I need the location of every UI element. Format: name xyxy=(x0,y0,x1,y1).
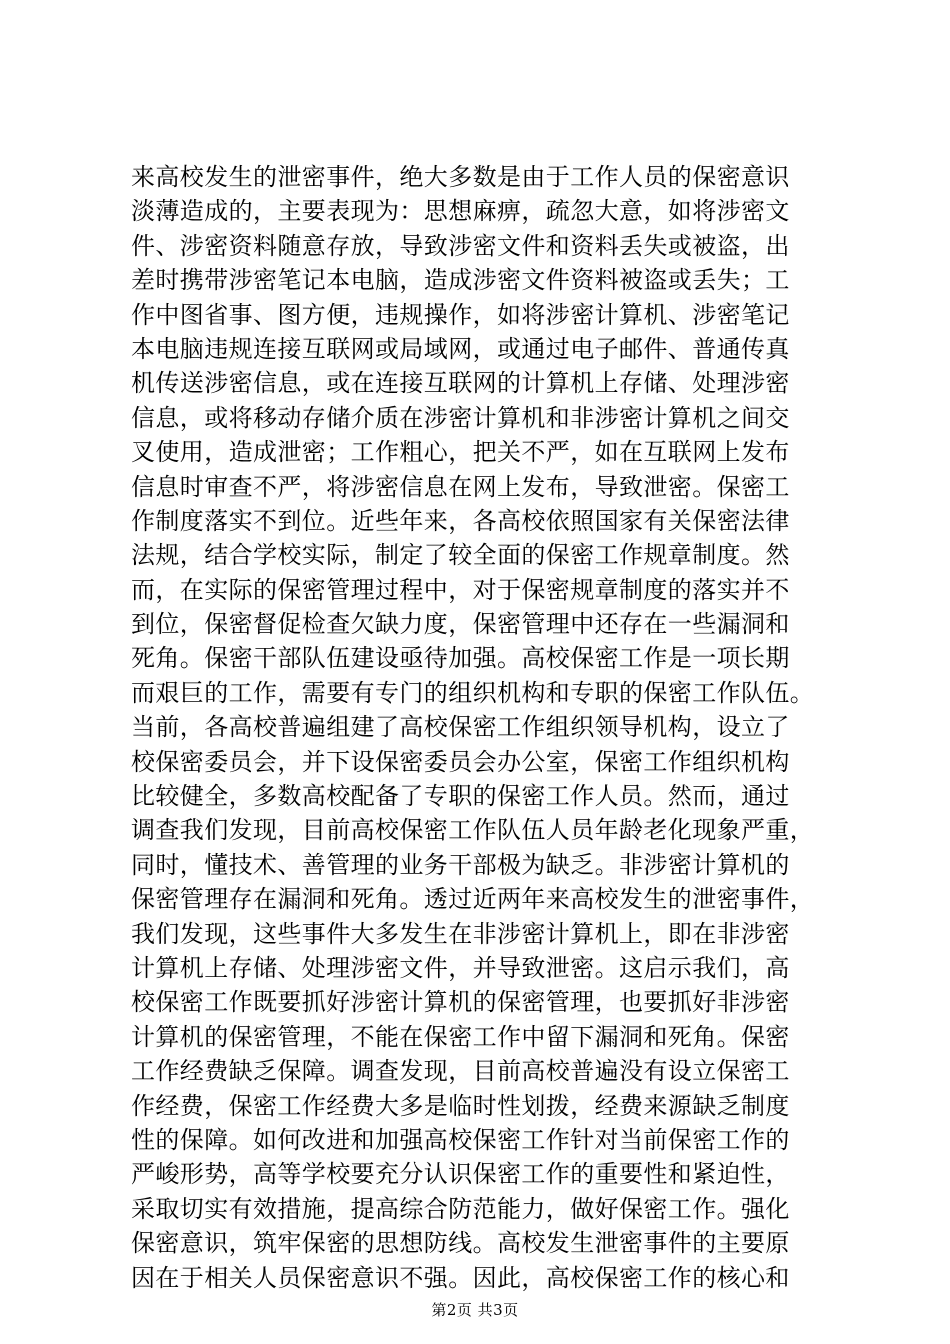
text-line: 严峻形势，高等学校要充分认识保密工作的重要性和紧迫性， xyxy=(131,1160,790,1189)
text-line: 因在于相关人员保密意识不强。因此，高校保密工作的核心和 xyxy=(131,1263,790,1292)
text-line: 来高校发生的泄密事件，绝大多数是由于工作人员的保密意识 xyxy=(131,163,790,191)
text-line: 保密管理存在漏洞和死角。透过近两年来高校发生的泄密事件， xyxy=(131,885,815,914)
text-line: 作经费，保密工作经费大多是临时性划拨，经费来源缺乏制度 xyxy=(131,1091,790,1120)
text-line: 作中图省事、图方便，违规操作，如将涉密计算机、涉密笔记 xyxy=(131,300,790,329)
text-line: 作制度落实不到位。近些年来，各高校依照国家有关保密法律 xyxy=(131,506,790,535)
text-line: 信息时审查不严，将涉密信息在网上发布，导致泄密。保密工 xyxy=(131,472,790,501)
text-line: 叉使用，造成泄密；工作粗心，把关不严，如在互联网上发布 xyxy=(131,438,790,467)
text-line: 保密意识，筑牢保密的思想防线。高校发生泄密事件的主要原 xyxy=(131,1229,790,1258)
text-line: 淡薄造成的，主要表现为：思想麻痹，疏忽大意，如将涉密文 xyxy=(131,197,790,226)
text-line: 调查我们发现，目前高校保密工作队伍人员年龄老化现象严重， xyxy=(131,816,815,845)
text-line: 到位，保密督促检查欠缺力度，保密管理中还存在一些漏洞和 xyxy=(131,610,790,639)
text-line: 采取切实有效措施，提高综合防范能力，做好保密工作。强化 xyxy=(131,1194,790,1223)
text-line: 本电脑违规连接互联网或局域网，或通过电子邮件、普通传真 xyxy=(131,334,790,363)
text-line: 性的保障。如何改进和加强高校保密工作针对当前保密工作的 xyxy=(131,1125,790,1154)
text-line: 计算机上存储、处理涉密文件，并导致泄密。这启示我们，高 xyxy=(131,953,790,982)
text-line: 当前，各高校普遍组建了高校保密工作组织领导机构，设立了 xyxy=(131,713,790,742)
text-line: 件、涉密资料随意存放，导致涉密文件和资料丢失或被盗，出 xyxy=(131,231,790,260)
text-line: 校保密工作既要抓好涉密计算机的保密管理，也要抓好非涉密 xyxy=(131,988,790,1017)
text-line: 计算机的保密管理，不能在保密工作中留下漏洞和死角。保密 xyxy=(131,1022,790,1051)
text-line: 信息，或将移动存储介质在涉密计算机和非涉密计算机之间交 xyxy=(131,403,790,432)
text-line: 工作经费缺乏保障。调查发现，目前高校普遍没有设立保密工 xyxy=(131,1057,790,1086)
text-line: 机传送涉密信息，或在连接互联网的计算机上存储、处理涉密 xyxy=(131,369,790,398)
text-line: 校保密委员会，并下设保密委员会办公室，保密工作组织机构 xyxy=(131,747,790,776)
text-line: 差时携带涉密笔记本电脑，造成涉密文件资料被盗或丢失；工 xyxy=(131,266,790,295)
text-line: 比较健全，多数高校配备了专职的保密工作人员。然而，通过 xyxy=(131,782,790,811)
text-line: 同时，懂技术、善管理的业务干部极为缺乏。非涉密计算机的 xyxy=(131,850,790,879)
text-line: 法规，结合学校实际，制定了较全面的保密工作规章制度。然 xyxy=(131,541,790,570)
page-footer xyxy=(0,1300,950,1320)
text-line: 死角。保密干部队伍建设亟待加强。高校保密工作是一项长期 xyxy=(131,644,790,673)
text-line: 而，在实际的保密管理过程中，对于保密规章制度的落实并不 xyxy=(131,575,790,604)
page-number-label: 第2页 共3页 xyxy=(431,1301,519,1319)
text-line: 我们发现，这些事件大多发生在非涉密计算机上，即在非涉密 xyxy=(131,919,790,948)
body-text xyxy=(131,160,851,1295)
text-line: 而艰巨的工作，需要有专门的组织机构和专职的保密工作队伍。 xyxy=(131,678,815,707)
